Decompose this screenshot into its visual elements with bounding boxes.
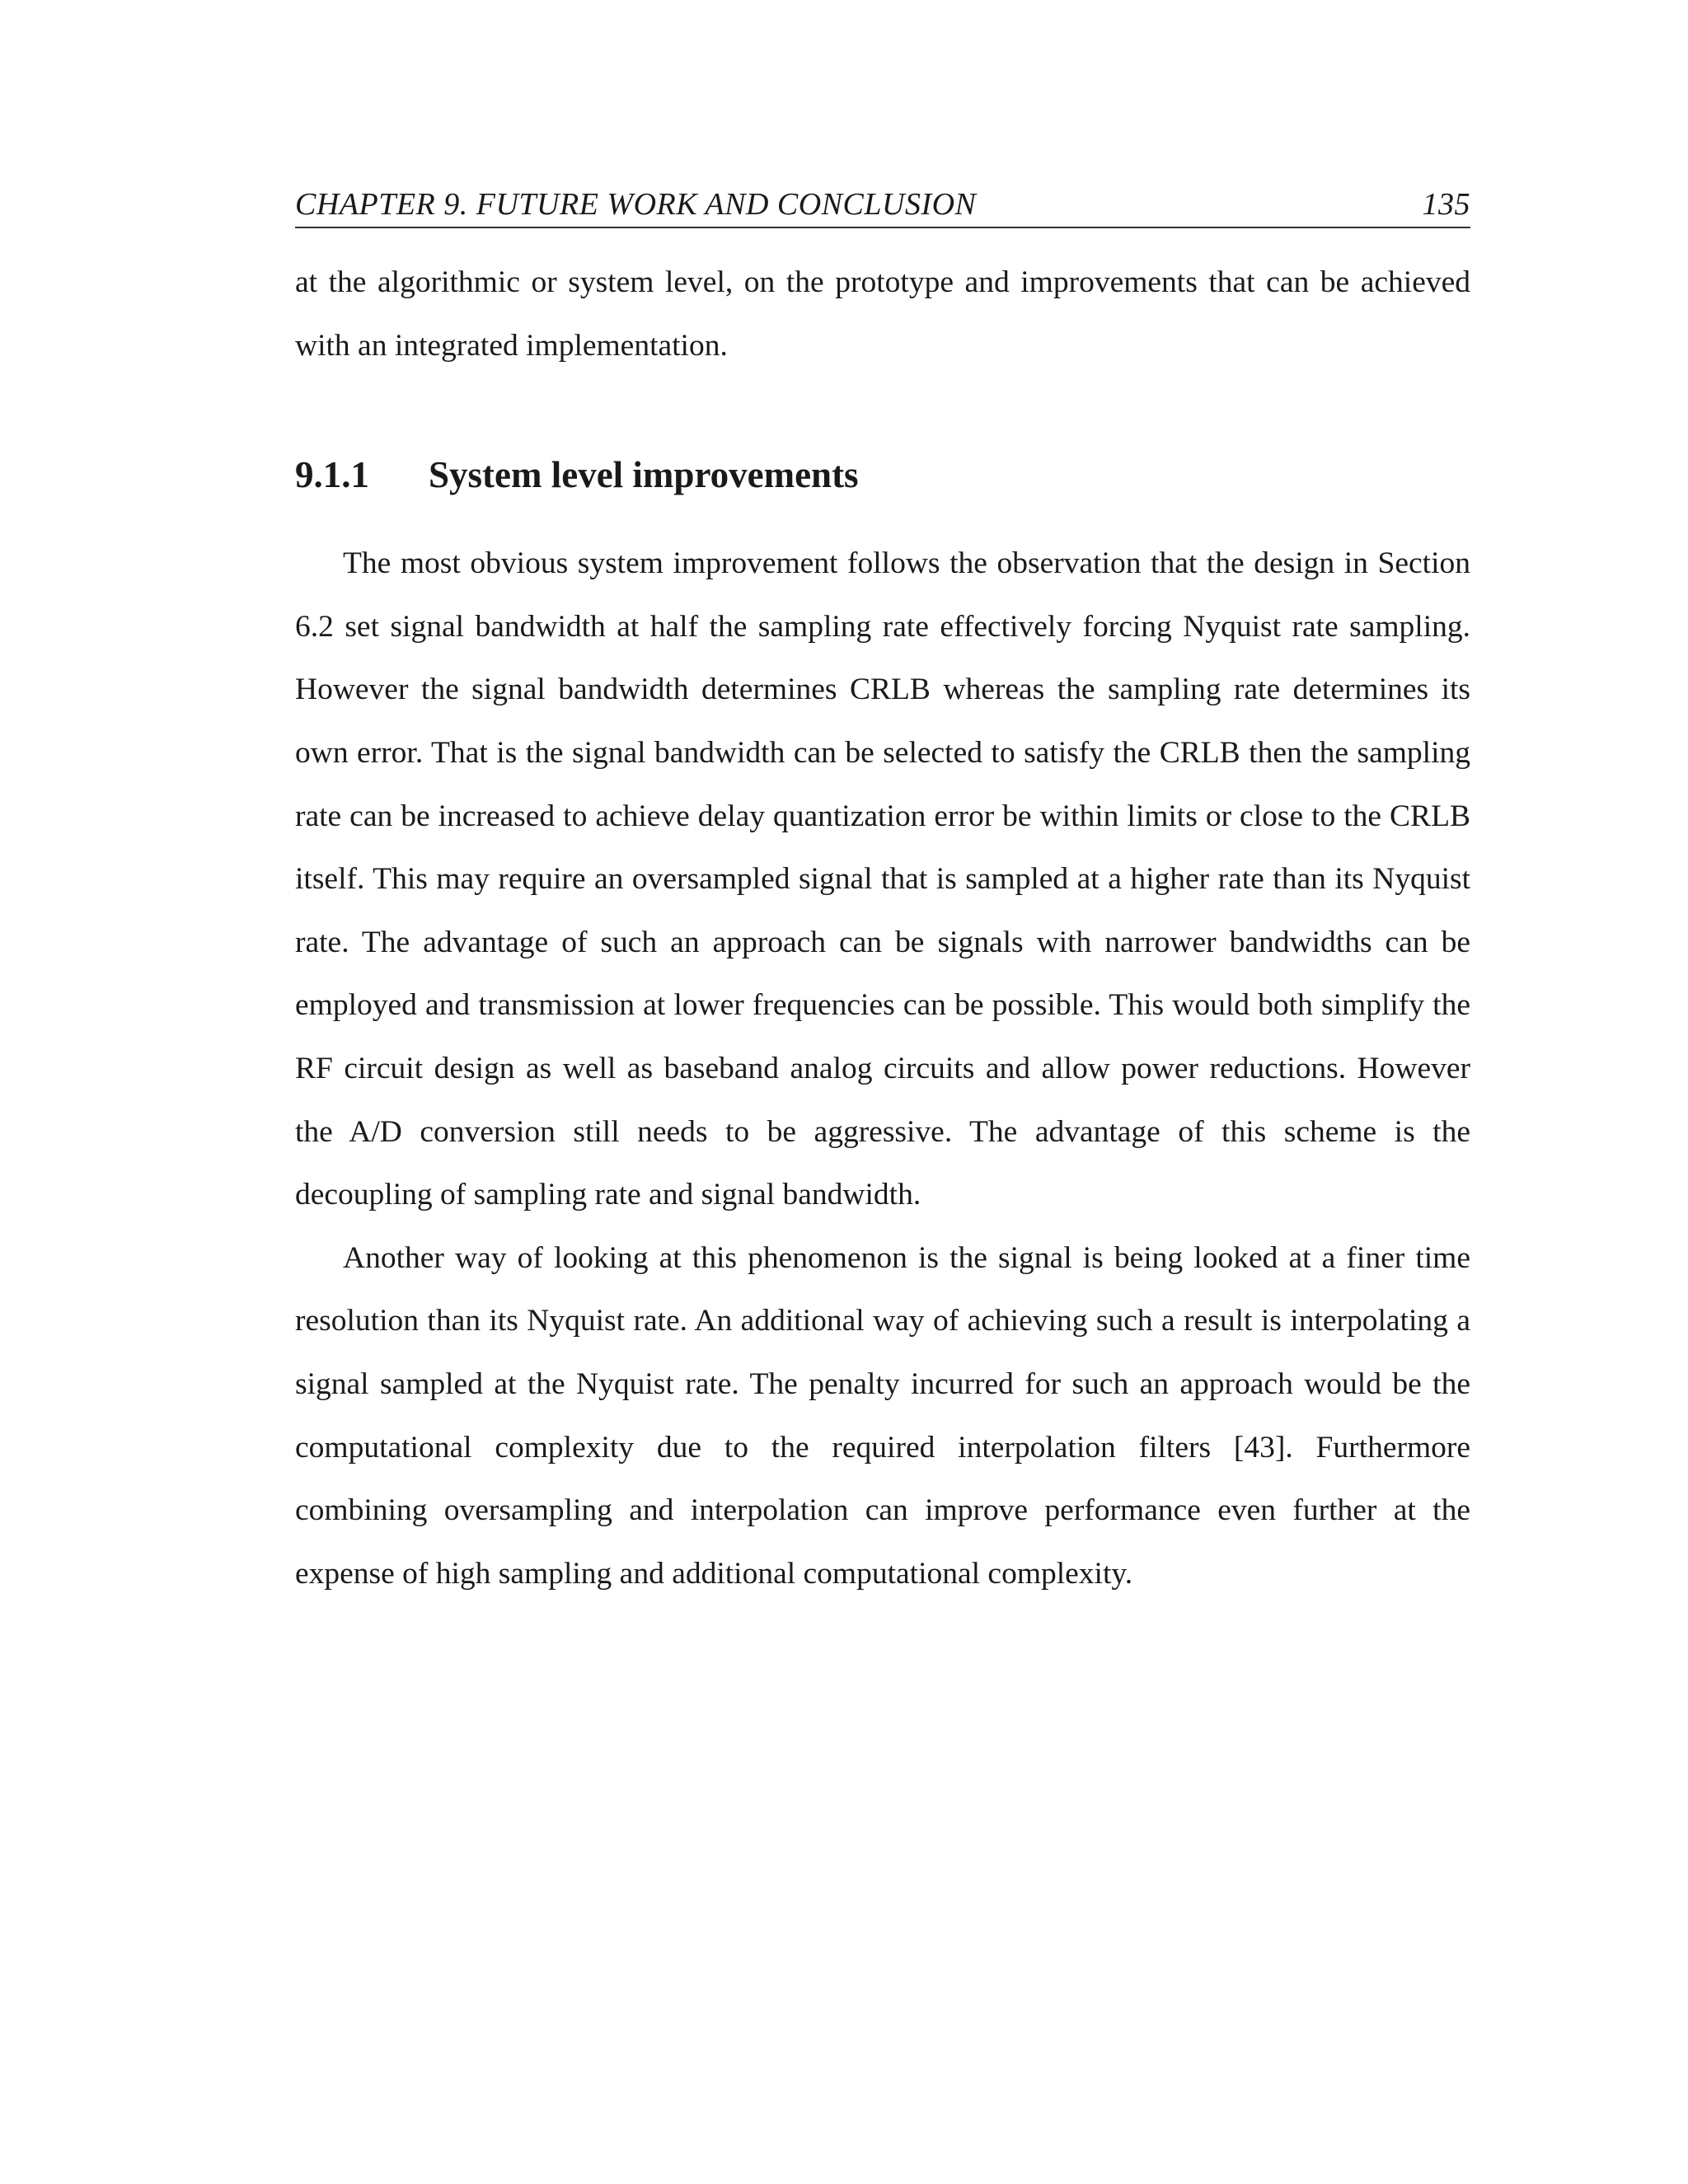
section-number: 9.1.1 (295, 454, 369, 496)
paragraph-1: The most obvious system improvement follows the observation that the design in Section 6.2 set signal bandwidth at half the sampling rate effectively forcing Nyquist rate sampling. However the signal bandwidth determines CRLB whereas the sampling rate determines its own error. That is the signal bandwidth can be selected to satisfy the CRLB then the sampling rate can be increased to achieve delay quantization error be within limits or close to the CRLB itself. This may require an oversampled signal that is sampled at a higher rate than its Nyquist rate. The advantage of such an approach can be signals with narrower bandwidths can be employed and transmission at lower frequencies can be possible. This would both simplify the RF circuit design as well as baseband analog circuits and allow power reductions. However the A/D conversion still needs to be aggressive. The advantage of this scheme is the decoupling of sampling rate and signal bandwidth. (295, 546, 1470, 1212)
running-header (295, 185, 1470, 228)
document-page (295, 185, 1470, 1605)
section-title: System level improvements (429, 454, 859, 496)
page-number: 135 (1422, 187, 1470, 222)
chapter-title: CHAPTER 9. FUTURE WORK AND CONCLUSION (295, 187, 977, 222)
intro-paragraph: at the algorithmic or system level, on the prototype and improvements that can be achieved with an integrated implementation. (295, 265, 1470, 363)
paragraph-2: Another way of looking at this phenomenon is the signal is being looked at a finer time resolution than its Nyquist rate. An additional way of achieving such a result is interpolating a signal sampled at the Nyquist rate. The penalty incurred for such an approach would be the computational complexity due to the required interpolation filters [43]. Furthermore combining oversampling and interpolation can improve performance even further at the expense of high sampling and additional computational complexity. (295, 1240, 1470, 1591)
section-heading (295, 452, 1470, 498)
